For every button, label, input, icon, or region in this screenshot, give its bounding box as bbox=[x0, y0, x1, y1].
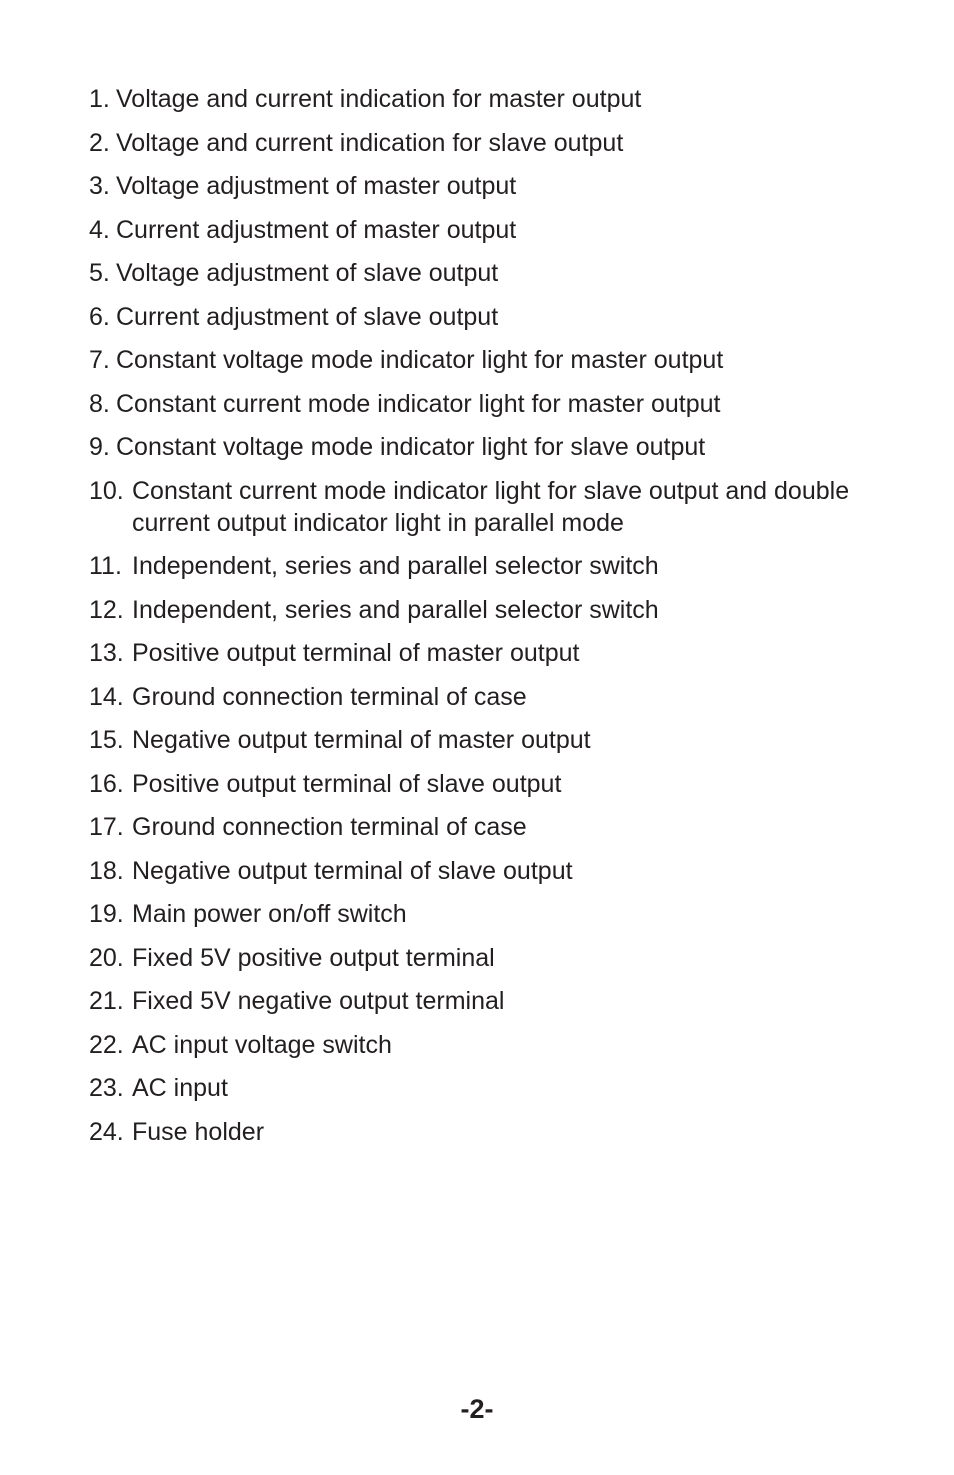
list-item bbox=[89, 301, 869, 333]
item-number: 17. bbox=[89, 813, 124, 841]
item-text: Constant voltage mode indicator light for master output bbox=[116, 346, 724, 374]
list-item bbox=[89, 83, 869, 115]
item-number: 11. bbox=[89, 552, 122, 580]
item-text: Ground connection terminal of case bbox=[132, 813, 527, 841]
item-text: Voltage adjustment of slave output bbox=[116, 259, 499, 287]
item-number: 21. bbox=[89, 987, 124, 1015]
list-item bbox=[89, 942, 869, 974]
item-text: Negative output terminal of slave output bbox=[132, 856, 573, 885]
item-text: Voltage and current indication for slave output bbox=[116, 128, 624, 157]
list-item bbox=[89, 1072, 869, 1104]
item-number: 1. bbox=[89, 85, 110, 113]
list-item bbox=[89, 388, 869, 420]
item-text: Main power on/off switch bbox=[132, 900, 407, 928]
item-number: 10. bbox=[89, 476, 124, 505]
item-text: Constant voltage mode indicator light for slave output bbox=[116, 433, 706, 461]
item-number: 16. bbox=[89, 769, 124, 798]
item-number: 15. bbox=[89, 726, 124, 754]
list-item bbox=[89, 170, 869, 202]
list-item bbox=[89, 768, 869, 800]
list-item bbox=[89, 1029, 869, 1061]
list-item bbox=[89, 811, 869, 843]
item-number: 19. bbox=[89, 900, 124, 928]
item-number: 7. bbox=[89, 346, 110, 374]
item-text: AC input bbox=[132, 1074, 228, 1102]
item-text: Voltage and current indication for master output bbox=[116, 85, 642, 113]
item-text: Independent, series and parallel selector switch bbox=[132, 595, 659, 624]
parts-list bbox=[89, 83, 869, 1159]
item-text: Positive output terminal of master output bbox=[132, 639, 580, 667]
item-number: 9. bbox=[89, 433, 110, 461]
item-number: 13. bbox=[89, 639, 124, 667]
item-number: 22. bbox=[89, 1030, 124, 1059]
item-number: 18. bbox=[89, 856, 124, 885]
item-number: 2. bbox=[89, 128, 110, 157]
item-number: 6. bbox=[89, 302, 110, 331]
list-item bbox=[89, 475, 869, 539]
list-item bbox=[89, 985, 869, 1017]
item-text: Current adjustment of master output bbox=[116, 215, 517, 244]
item-text: Voltage adjustment of master output bbox=[116, 172, 517, 200]
list-item bbox=[89, 724, 869, 756]
list-item bbox=[89, 257, 869, 289]
list-item bbox=[89, 855, 869, 887]
item-text: Independent, series and parallel selector switch bbox=[132, 552, 659, 580]
list-item bbox=[89, 594, 869, 626]
item-number: 24. bbox=[89, 1117, 124, 1146]
list-item bbox=[89, 550, 869, 582]
item-text: AC input voltage switch bbox=[132, 1030, 392, 1059]
list-item bbox=[89, 898, 869, 930]
item-number: 20. bbox=[89, 943, 124, 972]
item-text: Fixed 5V positive output terminal bbox=[132, 943, 495, 972]
item-text: Positive output terminal of slave output bbox=[132, 769, 562, 798]
item-number: 14. bbox=[89, 682, 124, 711]
item-text: Ground connection terminal of case bbox=[132, 682, 527, 711]
list-item bbox=[89, 637, 869, 669]
page-number: -2- bbox=[460, 1394, 494, 1424]
item-text: Negative output terminal of master output bbox=[132, 726, 591, 754]
item-number: 4. bbox=[89, 215, 110, 244]
item-text: Current adjustment of slave output bbox=[116, 302, 499, 331]
list-item bbox=[89, 681, 869, 713]
list-item bbox=[89, 344, 869, 376]
item-text: Constant current mode indicator light for slave output and double current output indicator light in parallel mode bbox=[132, 476, 850, 537]
list-item bbox=[89, 1116, 869, 1148]
list-item bbox=[89, 214, 869, 246]
list-item bbox=[89, 431, 869, 463]
item-text: Fixed 5V negative output terminal bbox=[132, 987, 505, 1015]
item-number: 12. bbox=[89, 595, 124, 624]
item-number: 5. bbox=[89, 259, 110, 287]
item-number: 23. bbox=[89, 1074, 124, 1102]
item-number: 8. bbox=[89, 389, 110, 418]
item-text: Fuse holder bbox=[132, 1117, 265, 1146]
list-item bbox=[89, 127, 869, 159]
item-number: 3. bbox=[89, 172, 110, 200]
item-text: Constant current mode indicator light for master output bbox=[116, 389, 721, 418]
